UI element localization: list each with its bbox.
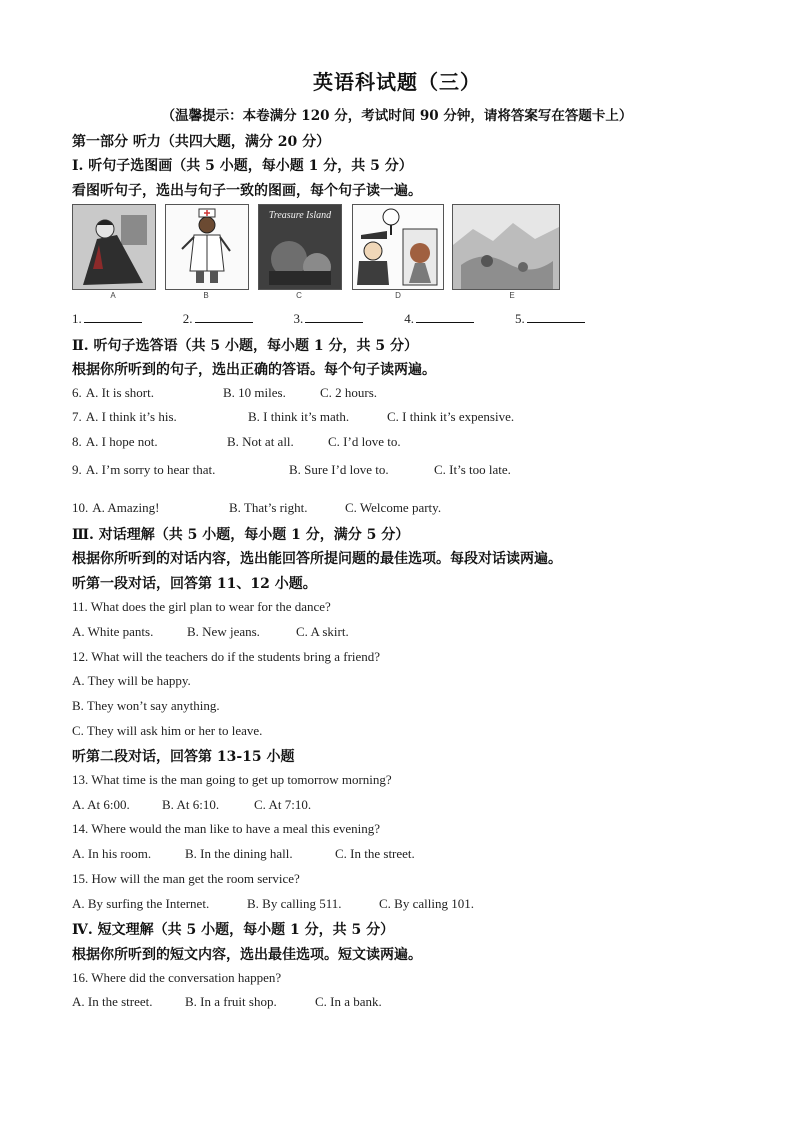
- dialog-2-heading: 听第二段对话，回答第 13-15 小题: [72, 749, 295, 765]
- option-a: A. At 6:00.: [72, 797, 130, 812]
- part-one-heading: 第一部分 听力（共四大题，满分 20 分）: [72, 134, 331, 150]
- option-a: A. By surfing the Internet.: [72, 896, 210, 911]
- option-a: A. It is short.: [85, 385, 154, 400]
- book-cover-title: Treasure Island: [268, 210, 332, 221]
- option-b: B. At 6:10.: [162, 797, 220, 812]
- question-6: 6. A. It is short. B. 10 miles. C. 2 hours.: [72, 385, 378, 400]
- option-b: B. Not at all.: [227, 434, 294, 449]
- option-b: B. In a fruit shop.: [185, 994, 277, 1009]
- treasure-island-book-icon: [258, 204, 342, 290]
- option-c: C. I’d love to.: [328, 434, 401, 449]
- question-16: 16. Where did the conversation happen?: [72, 970, 282, 985]
- question-11-options: [72, 624, 349, 640]
- section-3-instruction: 根据你所听到的对话内容，选出能回答所提问题的最佳选项。每段对话读两遍。: [72, 551, 562, 567]
- option-c: C. In a bank.: [315, 994, 382, 1009]
- blank-1[interactable]: 1.: [72, 311, 142, 326]
- picture-label-a: A: [110, 291, 116, 300]
- option-c: C. By calling 101.: [379, 896, 474, 911]
- landscape-scene-icon: [452, 204, 560, 290]
- option-c: C. A skirt.: [296, 624, 349, 639]
- question-12-option-a: A. They will be happy.: [72, 673, 191, 688]
- option-b: B. By calling 511.: [247, 896, 342, 911]
- question-13-options: [72, 797, 312, 813]
- page-title: 英语科试题（三）: [313, 70, 481, 94]
- exam-tip: （温馨提示：本卷满分 120 分，考试时间 90 分钟，请将答案写在答题卡上）: [161, 108, 633, 124]
- option-a: A. I hope not.: [85, 434, 158, 449]
- question-8: 8. A. I hope not. B. Not at all. C. I’d love to.: [72, 434, 401, 449]
- vampire-figure-icon: [72, 204, 156, 290]
- picture-row: [72, 204, 562, 302]
- question-12-option-c: C. They will ask him or her to leave.: [72, 723, 263, 738]
- option-c: C. Welcome party.: [345, 500, 442, 515]
- option-a: A. I’m sorry to hear that.: [85, 462, 216, 477]
- question-13: 13. What time is the man going to get up tomorrow morning?: [72, 772, 392, 787]
- option-b: B. 10 miles.: [223, 385, 286, 400]
- section-4-heading: Ⅳ. 短文理解（共 5 小题，每小题 1 分，共 5 分）: [72, 922, 395, 938]
- option-a: A. In his room.: [72, 846, 152, 861]
- question-15: 15. How will the man get the room service?: [72, 871, 300, 886]
- question-7: 7. A. I think it’s his. B. I think it’s math. C. I think it’s expensive.: [72, 409, 515, 424]
- section-3-heading: Ⅲ. 对话理解（共 5 小题，每小题 1 分，满分 5 分）: [72, 527, 410, 543]
- picture-label-d: D: [395, 291, 401, 300]
- option-c: C. At 7:10.: [254, 797, 312, 812]
- question-14-options: [72, 846, 415, 862]
- blank-4[interactable]: 4.: [404, 311, 474, 326]
- question-10: 10. A. Amazing! B. That’s right. C. Welcome party.: [72, 500, 442, 515]
- option-b: B. That’s right.: [229, 500, 308, 515]
- section-2-instruction: 根据你所听到的句子，选出正确的答语。每个句子读两遍。: [72, 362, 436, 378]
- blank-3[interactable]: 3.: [294, 311, 364, 326]
- section-1-instruction: 看图听句子，选出与句子一致的图画，每个句子读一遍。: [72, 183, 422, 199]
- blank-5[interactable]: 5.: [515, 311, 585, 326]
- option-c: C. In the street.: [335, 846, 415, 861]
- option-c: C. 2 hours.: [320, 385, 378, 400]
- picture-label-e: E: [509, 291, 515, 300]
- section-1-heading: Ⅰ. 听句子选图画（共 5 小题，每小题 1 分，共 5 分）: [72, 158, 413, 174]
- option-a: A. In the street.: [72, 994, 153, 1009]
- option-b: B. In the dining hall.: [185, 846, 293, 861]
- dialog-1-heading: 听第一段对话，回答第 11、12 小题。: [72, 576, 317, 592]
- blank-2[interactable]: 2.: [183, 311, 253, 326]
- option-a: A. Amazing!: [92, 500, 160, 515]
- picture-label-c: C: [296, 291, 302, 300]
- option-c: C. It’s too late.: [434, 462, 511, 477]
- picture-label-b: B: [203, 291, 209, 300]
- option-b: B. Sure I’d love to.: [289, 462, 389, 477]
- doctor-figure-icon: [165, 204, 249, 290]
- question-12-option-b: B. They won’t say anything.: [72, 698, 220, 713]
- question-11: 11. What does the girl plan to wear for the dance?: [72, 599, 331, 614]
- option-b: B. New jeans.: [187, 624, 260, 639]
- option-a: A. White pants.: [72, 624, 154, 639]
- question-16-options: [72, 994, 382, 1010]
- answer-blanks-row: [72, 311, 585, 327]
- question-12: 12. What will the teachers do if the students bring a friend?: [72, 649, 381, 664]
- question-9: 9. A. I’m sorry to hear that. B. Sure I’d love to. C. It’s too late.: [72, 462, 511, 477]
- option-a: A. I think it’s his.: [85, 409, 177, 424]
- section-4-instruction: 根据你所听到的短文内容，选出最佳选项。短文读两遍。: [72, 947, 422, 963]
- question-15-options: [72, 896, 474, 912]
- police-officer-sign-icon: [352, 204, 444, 290]
- option-b: B. I think it’s math.: [248, 409, 350, 424]
- option-c: C. I think it’s expensive.: [387, 409, 515, 424]
- section-2-heading: Ⅱ. 听句子选答语（共 5 小题，每小题 1 分，共 5 分）: [72, 338, 419, 354]
- question-14: 14. Where would the man like to have a meal this evening?: [72, 821, 381, 836]
